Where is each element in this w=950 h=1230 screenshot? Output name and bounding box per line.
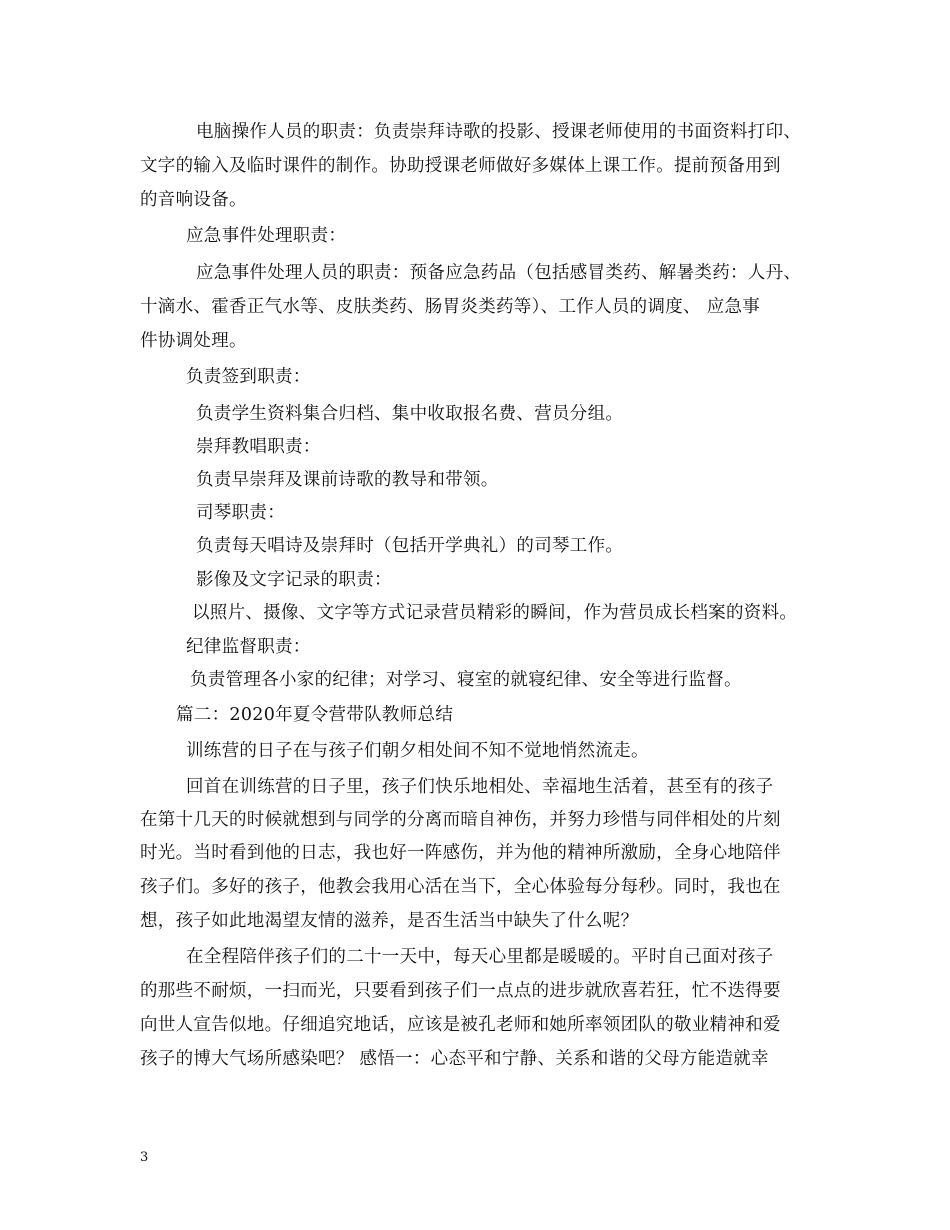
- text-line: 孩子们。多好的孩子，他教会我用心活在当下，全心体验每分每秒。同时，我也在: [140, 877, 781, 897]
- text-line: 向世人宣告似地。仔细追究地话，应该是被孔老师和她所率领团队的敬业精神和爱: [140, 1015, 781, 1035]
- text-line: 训练营的日子在与孩子们朝夕相处间不知不觉地悄然流走。: [186, 741, 649, 761]
- section-heading: 司琴职责：: [196, 503, 285, 523]
- chapter-heading: 篇二：2020年夏令营带队教师总结: [176, 705, 454, 725]
- text-line: 以照片、摄像、文字等方式记录营员精彩的瞬间，作为营员成长档案的资料。: [192, 603, 798, 623]
- section-heading: 崇拜教唱职责：: [196, 437, 321, 457]
- text-line: 负责每天唱诗及崇拜时（包括开学典礼）的司琴工作。: [196, 536, 624, 556]
- text-line: 应急事件处理人员的职责：预备应急药品（包括感冒类药、解暑类药：人丹、: [196, 263, 802, 283]
- text-line: 电脑操作人员的职责：负责崇拜诗歌的投影、授课老师使用的书面资料打印、: [196, 122, 802, 142]
- text-line: 十滴水、霍香正气水等、皮肤类药、肠胃炎类药等）、工作人员的调度、 应急事: [140, 297, 761, 317]
- text-line: 孩子的博大气场所感染吧？ 感悟一：心态平和宁静、关系和谐的父母方能造就幸: [140, 1049, 769, 1069]
- text-line: 在全程陪伴孩子们的二十一天中，每天心里都是暖暖的。平时自己面对孩子: [186, 947, 774, 967]
- text-line: 负责学生资料集合归档、集中收取报名费、营员分组。: [196, 404, 624, 424]
- section-heading: 负责签到职责：: [186, 367, 311, 387]
- text-line: 回首在训练营的日子里，孩子们快乐地相处、幸福地生活着，甚至有的孩子: [186, 777, 774, 797]
- section-heading: 纪律监督职责：: [186, 637, 311, 657]
- section-heading: 影像及文字记录的职责：: [196, 570, 392, 590]
- text-line: 负责管理各小家的纪律；对学习、寝室的就寝纪律、安全等进行监督。: [190, 670, 742, 690]
- text-line: 件协调处理。: [140, 331, 247, 351]
- section-heading: 应急事件处理职责：: [186, 226, 347, 246]
- text-line: 想，孩子如此地渴望友情的滋养，是否生活当中缺失了什么呢？: [140, 911, 639, 931]
- text-line: 时光。当时看到他的日志，我也好一阵感伤，并为他的精神所激励，全身心地陪伴: [140, 843, 781, 863]
- text-line: 的那些不耐烦，一扫而光，只要看到孩子们一点点的进步就欣喜若狂，忙不迭得要: [140, 981, 781, 1001]
- page-number: 3: [140, 1150, 149, 1165]
- text-line: 负责早崇拜及课前诗歌的教导和带领。: [196, 470, 499, 490]
- text-line: 文字的输入及临时课件的制作。协助授课老师做好多媒体上课工作。提前预备用到: [140, 156, 781, 176]
- text-line: 在第十几天的时候就想到与同学的分离而暗自神伤，并努力珍惜与同伴相处的片刻: [140, 810, 781, 830]
- text-line: 的音响设备。: [140, 190, 247, 210]
